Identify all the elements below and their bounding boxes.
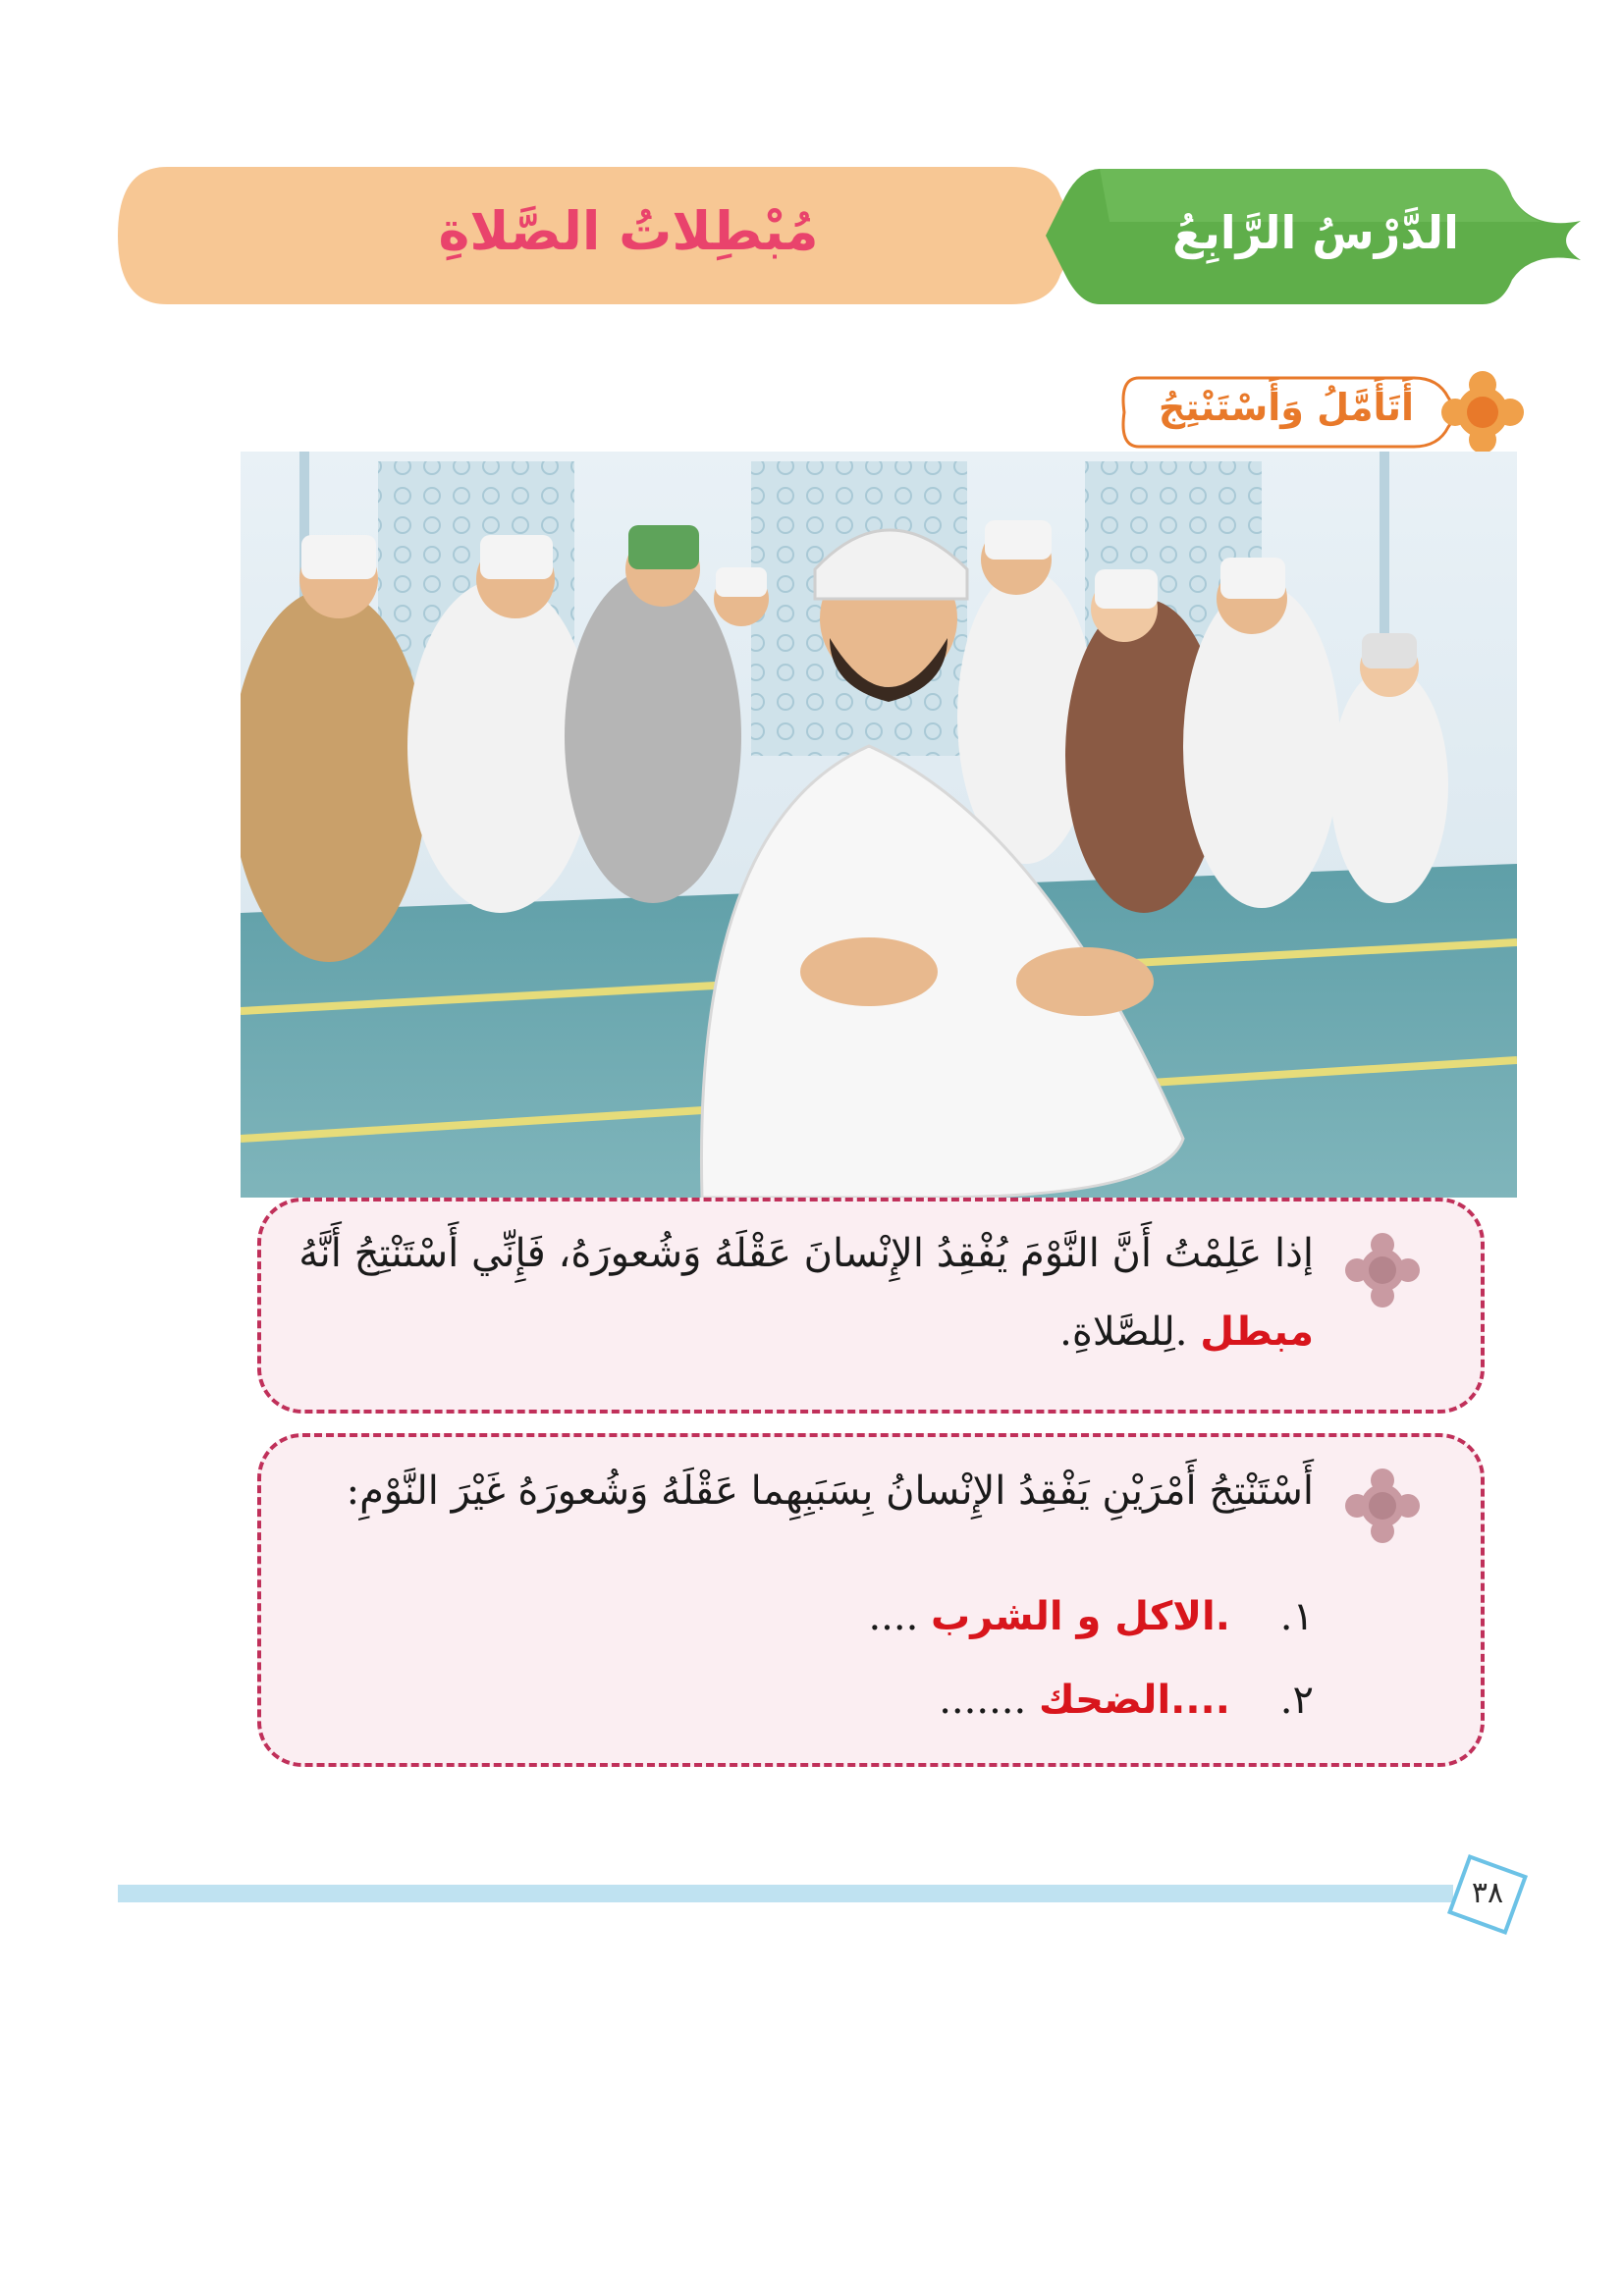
- pink-flower-icon: [1343, 1467, 1422, 1545]
- praying-men-illustration: [241, 452, 1517, 1198]
- page-number: ٣٨: [1471, 1876, 1504, 1910]
- header-banner: [108, 147, 1591, 324]
- question-1-line2: [1059, 1309, 1314, 1355]
- page-number-badge: [1434, 1841, 1542, 1949]
- item-2-number: ٢.: [1279, 1678, 1314, 1723]
- section-label: أَتَأَمَّلُ وَأَسْتَنْتِجُ: [1158, 386, 1415, 429]
- question-2-box: [257, 1433, 1485, 1767]
- question-2-item-1: [868, 1594, 1314, 1639]
- question-1-box: [257, 1198, 1485, 1414]
- orange-flower-icon: [1441, 371, 1524, 454]
- item-2-answer[interactable]: ....الضحك: [1038, 1678, 1230, 1723]
- lesson-label: الدَّرْسُ الرَّابِعُ: [1172, 206, 1459, 259]
- section-label-badge: [1100, 358, 1532, 466]
- illustration: [241, 452, 1517, 1198]
- item-2-dots: .......: [939, 1678, 1027, 1723]
- footer-bar: [118, 1885, 1453, 1902]
- item-1-answer[interactable]: .الاكل و الشرب: [931, 1594, 1230, 1639]
- pink-flower-icon: [1343, 1231, 1422, 1309]
- lesson-title: مُبْطِلاتُ الصَّلاةِ: [438, 200, 819, 262]
- question-1-line1: إذا عَلِمْتُ أَنَّ النَّوْمَ يُفْقِدُ الإِنْسانَ عَقْلَهُ وَشُعورَهُ، فَإِنِّي أَسْتَنْتِجُ أَنَّهُ: [298, 1231, 1314, 1276]
- item-1-number: ١.: [1279, 1594, 1314, 1639]
- question-1-line2-suffix: .لِلصَّلاةِ.: [1059, 1309, 1188, 1355]
- question-2-text: أَسْتَنْتِجُ أَمْرَيْنِ يَفْقِدُ الإِنْسانُ بِسَبَبِهِما عَقْلَهُ وَشُعورَهُ غَيْرَ النَّوْمِ:: [346, 1468, 1314, 1514]
- item-1-dots: ....: [868, 1594, 919, 1639]
- question-1-answer[interactable]: مبطل: [1200, 1309, 1314, 1355]
- question-2-item-2: [939, 1678, 1314, 1723]
